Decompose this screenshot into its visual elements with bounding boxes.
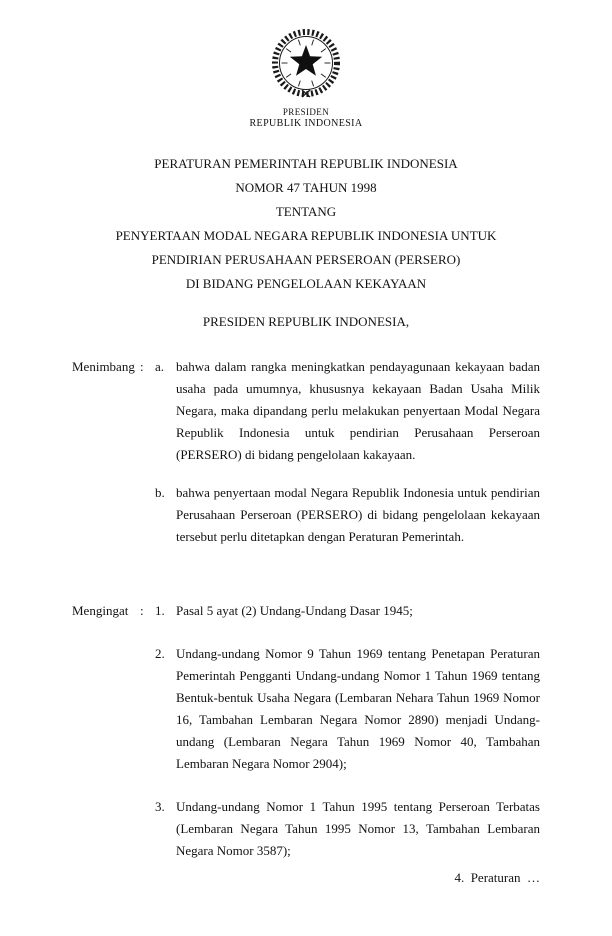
section-label: Mengingat xyxy=(72,603,129,618)
item-marker: b. xyxy=(155,485,165,500)
item-marker: 3. xyxy=(155,799,165,814)
title-line-number: NOMOR 47 TAHUN 1998 xyxy=(235,180,377,195)
salutation: PRESIDEN REPUBLIK INDONESIA, xyxy=(202,314,410,329)
section-menimbang xyxy=(72,356,540,548)
section-separator: : xyxy=(140,359,144,374)
item-text: Undang-undang Nomor 1 Tahun 1995 tentang Perseroan Terbatas (Lembaran Negara Tahun 1995 Nomor 13, Tambahan Lembaran Negara Nomor 3587); xyxy=(176,799,540,858)
list-item xyxy=(155,600,540,622)
presidential-emblem-icon xyxy=(269,26,343,104)
section-separator: : xyxy=(140,603,144,618)
agency-name-line2: REPUBLIK INDONESIA xyxy=(249,118,363,129)
section-mengingat xyxy=(72,600,540,862)
title-line-subject-1: PENYERTAAN MODAL NEGARA REPUBLIK INDONESIA UNTUK xyxy=(115,228,497,243)
list-item xyxy=(155,796,540,862)
document-header xyxy=(0,26,612,129)
section-items xyxy=(155,600,540,862)
title-line-regulation: PERATURAN PEMERINTAH REPUBLIK INDONESIA xyxy=(154,156,458,171)
page-continuation-marker: 4. Peraturan … xyxy=(454,870,540,885)
list-item xyxy=(155,356,540,466)
item-marker: a. xyxy=(155,359,165,374)
item-text: bahwa dalam rangka meningkatkan pendayagunaan kekayaan badan usaha pada umumnya, khususnya kekayaan Badan Usaha Milik Negara, maka dipandang perlu melakukan penyertaan Modal Negara Republik Indonesia untuk pendirian Perusahaan Perseroan (PERSERO) di bidang pengelolaan kakayaan. xyxy=(176,359,540,462)
title-line-subject-2: PENDIRIAN PERUSAHAAN PERSEROAN (PERSERO) xyxy=(151,252,461,267)
title-line-subject-3: DI BIDANG PENGELOLAAN KEKAYAAN xyxy=(185,276,427,291)
item-text: bahwa penyertaan modal Negara Republik Indonesia untuk pendirian Perusahaan Perseroan (PERSERO) di bidang pengelolaan kekayaan tersebut perlu ditetapkan dengan Peraturan Pemerintah. xyxy=(176,485,540,544)
agency-name-line1: PRESIDEN xyxy=(282,107,330,117)
item-text: Undang-undang Nomor 9 Tahun 1969 tentang Penetapan Peraturan Pemerintah Pengganti Undang-undang Nomor 1 Tahun 1969 tentang Bentuk-bentuk Usaha Negara (Lembaran Nehara Tahun 1969 Nomor 16, Tambahan Lembaran Negara Nomor 2890) menjadi Undang-undang (Lembaran Negara Tahun 1969 Nomor 40, Tambahan Lembaran Negara Nomor 2904); xyxy=(176,646,540,771)
list-item xyxy=(155,643,540,775)
document-body xyxy=(72,356,540,862)
section-items xyxy=(155,356,540,548)
item-marker: 1. xyxy=(155,603,165,618)
regulation-title xyxy=(0,152,612,296)
item-text: Pasal 5 ayat (2) Undang-Undang Dasar 1945; xyxy=(176,603,413,618)
item-marker: 2. xyxy=(155,646,165,661)
section-label: Menimbang xyxy=(72,359,135,374)
title-line-tentang: TENTANG xyxy=(275,204,337,219)
list-item xyxy=(155,482,540,548)
